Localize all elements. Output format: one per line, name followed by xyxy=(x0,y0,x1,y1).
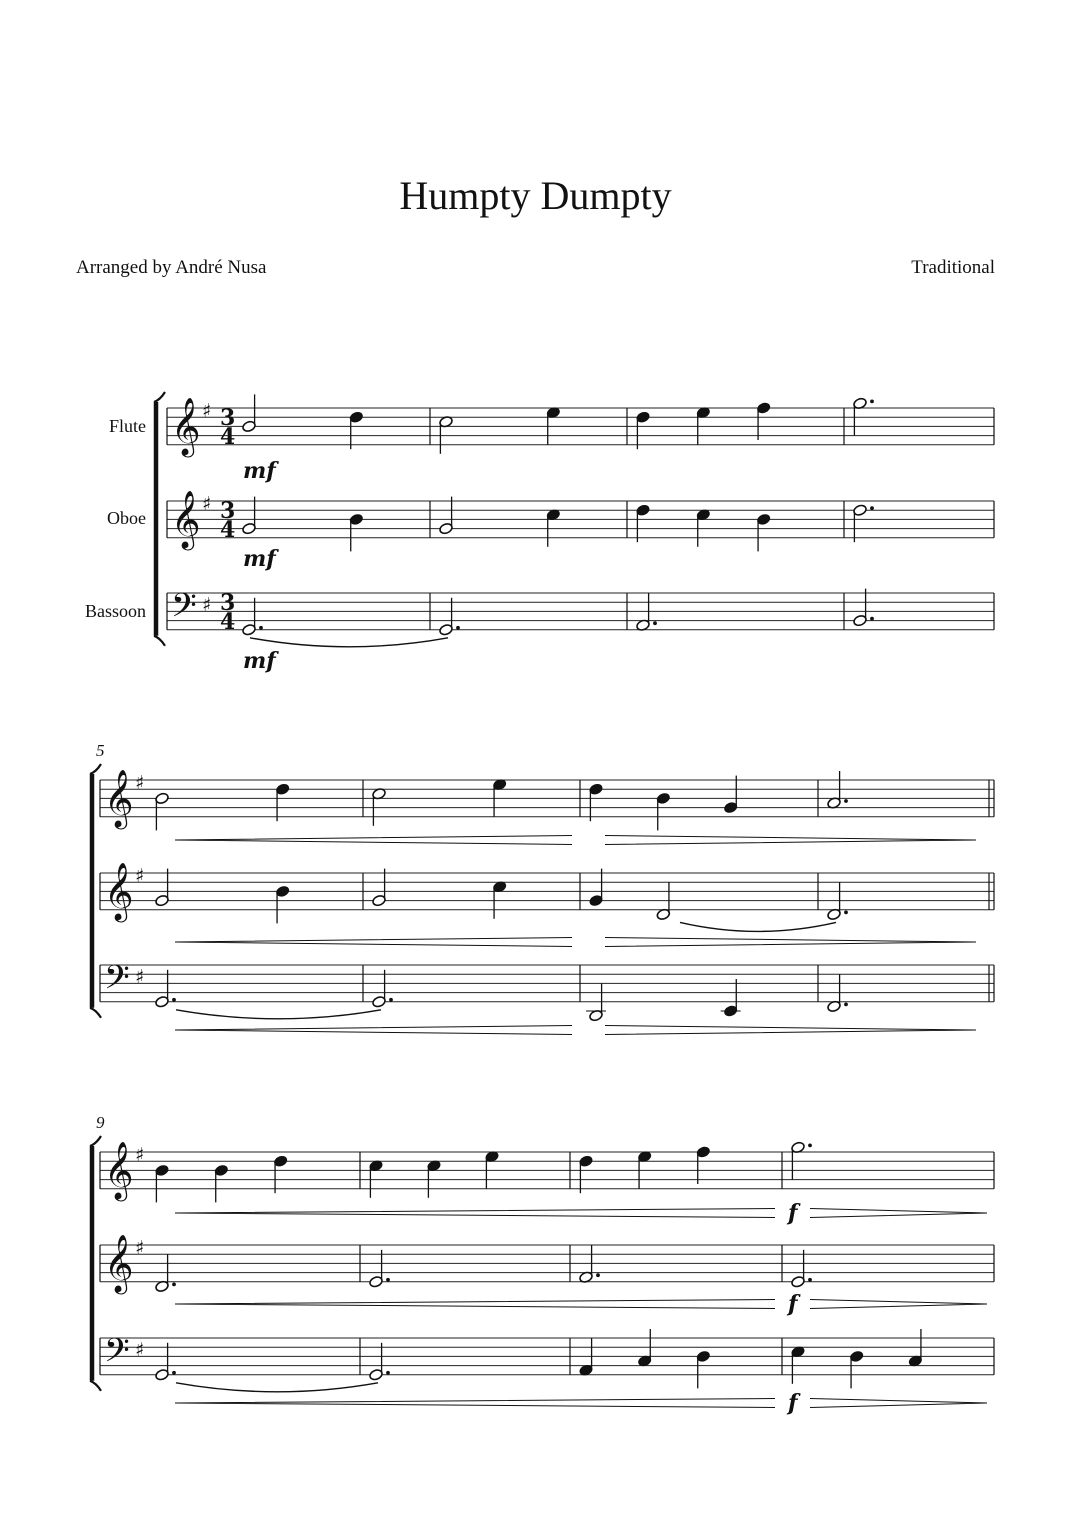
flute-note-m7-2 xyxy=(656,792,671,830)
flute-note-m12-1-dot xyxy=(808,1144,812,1148)
oboe-note-m4-1 xyxy=(853,504,874,542)
bassoon-note-m7-1 xyxy=(586,984,606,1022)
bassoon-note-m2-1 xyxy=(439,598,460,636)
flute-note-m11-3 xyxy=(696,1146,711,1184)
bassoon-diminuendo-2 xyxy=(810,1399,987,1408)
bassoon-key-sharp: ♯ xyxy=(135,966,145,988)
flute-note-m10-3 xyxy=(485,1150,500,1188)
flute-key-sharp: ♯ xyxy=(135,1144,145,1166)
flute-note-m11-1 xyxy=(579,1155,594,1193)
oboe-time-signature-top: 3 xyxy=(220,498,236,524)
measure-number-5: 5 xyxy=(96,741,105,760)
flute-dynamic-mf: mf xyxy=(243,458,276,484)
composer-credit: Traditional xyxy=(911,257,995,278)
flute-time-signature-top: 3 xyxy=(220,405,236,431)
arranger-credit: Arranged by André Nusa xyxy=(76,257,267,278)
bassoon-note-m12-1 xyxy=(791,1345,806,1383)
oboe-note-m11-1 xyxy=(579,1245,600,1283)
flute-note-m9-1 xyxy=(155,1164,170,1202)
oboe-note-m12-1-dot xyxy=(808,1278,812,1282)
flute-treble-clef: 𝄞 xyxy=(171,397,201,455)
oboe-diminuendo-2 xyxy=(810,1300,987,1309)
oboe-note-m9-1-dot xyxy=(172,1283,176,1287)
bassoon-crescendo-2 xyxy=(175,1399,775,1408)
score-title: Humpty Dumpty xyxy=(399,173,672,218)
flute-time-signature-bottom: 4 xyxy=(220,424,236,450)
flute-treble-clef: 𝄞 xyxy=(104,769,134,827)
flute-diminuendo-2 xyxy=(810,1209,987,1218)
flute-note-m5-2 xyxy=(275,783,290,821)
oboe-note-m10-1 xyxy=(369,1250,390,1288)
bassoon-note-m12-2 xyxy=(849,1350,864,1388)
instrument-label-oboe: Oboe xyxy=(107,508,146,528)
flute-note-m4-1-dot xyxy=(870,400,874,404)
flute-crescendo-2 xyxy=(175,1209,775,1218)
flute-key-sharp: ♯ xyxy=(135,772,145,794)
bassoon-note-m5-1 xyxy=(155,970,176,1008)
bassoon-tie-m1-m2 xyxy=(250,638,448,647)
bassoon-note-m6-1 xyxy=(372,970,393,1008)
oboe-note-m3-1 xyxy=(636,504,651,542)
bassoon-note-m1-1-dot xyxy=(259,626,263,630)
system-1-bracket-bottom-hook xyxy=(154,636,165,646)
flute-note-m12-1 xyxy=(791,1141,812,1179)
flute-note-m10-2 xyxy=(427,1159,442,1197)
oboe-dynamic-mf: mf xyxy=(243,546,276,572)
system-3-bracket-bottom-hook xyxy=(90,1381,101,1391)
bassoon-note-m3-1-dot xyxy=(653,621,657,625)
oboe-note-m5-2 xyxy=(275,885,290,923)
bassoon-note-m3-1 xyxy=(636,593,657,631)
system-1-bracket-top-hook xyxy=(154,392,165,402)
oboe-diminuendo-1 xyxy=(605,938,976,947)
oboe-note-m10-1-dot xyxy=(386,1278,390,1282)
flute-treble-clef: 𝄞 xyxy=(104,1141,134,1199)
oboe-note-m12-1 xyxy=(791,1250,812,1288)
bassoon-bass-clef: 𝄢 xyxy=(171,587,197,633)
oboe-note-m6-2 xyxy=(492,880,507,918)
oboe-note-m5-1 xyxy=(155,869,170,907)
oboe-note-m11-1-dot xyxy=(596,1273,600,1277)
flute-note-m3-2 xyxy=(696,406,711,444)
bassoon-note-m11-3 xyxy=(696,1350,711,1388)
bassoon-dynamic-f: f xyxy=(788,1390,798,1416)
bassoon-note-m8-1 xyxy=(827,974,848,1012)
oboe-note-m8-1 xyxy=(827,882,848,920)
oboe-treble-clef: 𝄞 xyxy=(104,862,134,920)
bassoon-note-m4-1 xyxy=(853,589,874,627)
oboe-crescendo-2 xyxy=(175,1300,775,1309)
bassoon-crescendo-1 xyxy=(175,1026,572,1035)
flute-note-m2-2 xyxy=(546,406,561,444)
bassoon-tie-m5-m6 xyxy=(176,1010,381,1019)
oboe-note-m6-1 xyxy=(372,869,387,907)
bassoon-note-m8-1-dot xyxy=(844,1003,848,1007)
bassoon-note-m6-1-dot xyxy=(389,998,393,1002)
bassoon-note-m9-1 xyxy=(155,1343,176,1381)
flute-note-m4-1 xyxy=(853,397,874,435)
oboe-note-m7-1 xyxy=(589,869,604,907)
oboe-crescendo-1 xyxy=(175,938,572,947)
oboe-dynamic-f: f xyxy=(788,1291,798,1317)
oboe-note-m4-1-dot xyxy=(870,506,874,510)
flute-note-m11-2 xyxy=(637,1150,652,1188)
oboe-note-m3-3 xyxy=(756,513,771,551)
system-3-bracket-top-hook xyxy=(90,1136,101,1146)
bassoon-note-m5-1-dot xyxy=(172,998,176,1002)
flute-note-m9-3 xyxy=(273,1155,288,1193)
bassoon-note-m12-3 xyxy=(908,1329,923,1367)
bassoon-time-signature-top: 3 xyxy=(220,590,236,616)
bassoon-time-signature-bottom: 4 xyxy=(220,609,236,635)
bassoon-dynamic-mf: mf xyxy=(243,648,276,674)
oboe-note-m2-2 xyxy=(546,508,561,546)
flute-note-m7-1 xyxy=(589,783,604,821)
bassoon-key-sharp: ♯ xyxy=(202,594,212,616)
bassoon-note-m11-1 xyxy=(579,1338,594,1376)
flute-note-m6-1 xyxy=(372,787,387,825)
flute-note-m6-2 xyxy=(492,778,507,816)
bassoon-note-m11-2 xyxy=(637,1329,652,1367)
bassoon-tie-m9-m10 xyxy=(176,1383,378,1392)
oboe-note-m9-1 xyxy=(155,1254,176,1292)
instrument-label-bassoon: Bassoon xyxy=(84,601,146,621)
measure-number-9: 9 xyxy=(96,1113,105,1132)
flute-note-m1-2 xyxy=(349,411,364,449)
flute-crescendo-1 xyxy=(175,836,572,845)
oboe-note-m1-2 xyxy=(349,513,364,551)
flute-dynamic-f: f xyxy=(788,1200,798,1226)
flute-note-m10-1 xyxy=(369,1159,384,1197)
oboe-treble-clef: 𝄞 xyxy=(171,490,201,548)
oboe-time-signature-bottom: 4 xyxy=(220,517,236,543)
oboe-key-sharp: ♯ xyxy=(135,865,145,887)
bassoon-note-m2-1-dot xyxy=(456,626,460,630)
bassoon-note-m1-1 xyxy=(242,598,263,636)
oboe-note-m7-2 xyxy=(656,882,671,920)
system-2-bracket-top-hook xyxy=(90,764,101,774)
flute-note-m8-1 xyxy=(827,771,848,809)
bassoon-bass-clef: 𝄢 xyxy=(104,959,130,1005)
bassoon-diminuendo-1 xyxy=(605,1026,976,1035)
bassoon-note-m4-1-dot xyxy=(870,617,874,621)
flute-note-m9-2 xyxy=(214,1164,229,1202)
bassoon-note-m7-2 xyxy=(721,979,741,1017)
system-2-bracket-bottom-hook xyxy=(90,1008,101,1018)
bassoon-key-sharp: ♯ xyxy=(135,1339,145,1361)
flute-note-m5-1 xyxy=(155,792,170,830)
flute-note-m8-1-dot xyxy=(844,799,848,803)
oboe-tie-m7-m8 xyxy=(680,922,836,931)
bassoon-note-m10-1 xyxy=(369,1343,390,1381)
bassoon-bass-clef: 𝄢 xyxy=(104,1332,130,1378)
oboe-note-m3-2 xyxy=(696,508,711,546)
flute-key-sharp: ♯ xyxy=(202,400,212,422)
bassoon-note-m10-1-dot xyxy=(386,1371,390,1375)
oboe-note-m2-1 xyxy=(439,497,454,535)
flute-note-m3-1 xyxy=(636,411,651,449)
oboe-note-m8-1-dot xyxy=(844,911,848,915)
flute-note-m7-3 xyxy=(723,776,738,814)
oboe-treble-clef: 𝄞 xyxy=(104,1234,134,1292)
flute-note-m2-1 xyxy=(439,415,454,453)
oboe-key-sharp: ♯ xyxy=(202,493,212,515)
flute-note-m3-3 xyxy=(756,402,771,440)
oboe-note-m1-1 xyxy=(242,497,257,535)
oboe-key-sharp: ♯ xyxy=(135,1237,145,1259)
bassoon-note-m9-1-dot xyxy=(172,1371,176,1375)
flute-diminuendo-1 xyxy=(605,836,976,845)
instrument-label-flute: Flute xyxy=(108,416,146,436)
flute-note-m1-1 xyxy=(242,394,257,432)
